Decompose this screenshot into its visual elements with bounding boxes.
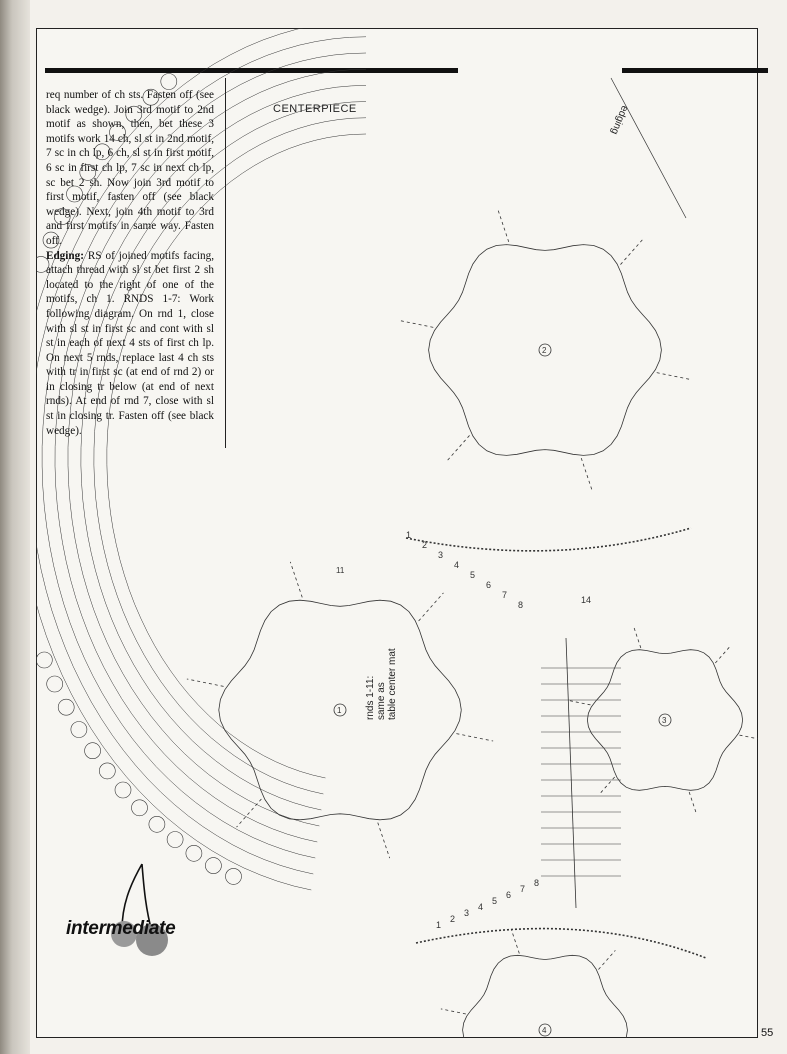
motif-spoke bbox=[441, 1009, 466, 1014]
center-note-line-3: table center mat bbox=[387, 648, 398, 720]
edging-round bbox=[81, 102, 366, 810]
joining-band-bottom bbox=[416, 929, 706, 958]
motif-spoke bbox=[739, 735, 758, 740]
skill-badge-graphic bbox=[100, 860, 180, 960]
edging-label: edging bbox=[608, 103, 630, 136]
round-number-bottom: 8 bbox=[534, 878, 540, 888]
instructions-paragraph: req number of ch sts. Fasten off (see black wedge). Join 3rd motif to 2nd motif as shown, then, bet these 3 motifs work 14 ch, sl st in 2nd motif, 7 sc in ch lp, 6 ch, sl st in first motif, 6 sc in first ch lp, 7 sc in next ch lp, sc bet 2 sh. Now join 3rd motif to first motif, fasten off (see black wedge). Next, join 4th motif to 3rd and first motifs in same way. Fasten off. bbox=[46, 89, 214, 247]
round-number-bottom: 6 bbox=[506, 890, 512, 900]
motif-spoke bbox=[446, 435, 470, 462]
center-note bbox=[365, 648, 398, 720]
motif-spoke bbox=[237, 799, 262, 827]
edging-round bbox=[55, 69, 366, 842]
round-number-top: 1 bbox=[406, 530, 412, 540]
edging-loop bbox=[80, 164, 96, 180]
round-number-top: 6 bbox=[486, 580, 492, 590]
edging-loop bbox=[71, 722, 87, 738]
round-number-bottom: 7 bbox=[520, 884, 526, 894]
motif-spoke bbox=[497, 208, 508, 242]
motif-number: 4 bbox=[542, 1026, 547, 1035]
edging-loop bbox=[110, 124, 126, 140]
round-number-top: 7 bbox=[502, 590, 508, 600]
edging-loop bbox=[36, 652, 52, 668]
motif-spoke bbox=[290, 562, 302, 598]
page-number: 55 bbox=[761, 1027, 774, 1039]
edging-loop bbox=[54, 209, 70, 225]
edging-loop bbox=[58, 699, 74, 715]
edging-instructions: RS of joined motifs facing, attach thread with sl st bet first 2 sh located to the right of one of the motifs, ch 1. RNDS 1-7: Work following diagram. On rnd 1, close with sl st in first sc and cont with sl st in each of next 4 sts of first ch lp. On next 5 rnds, replace last 4 ch sts with tr in first sc (at end of rnd 2) or in closing tr below (at end of next rnds). At end of rnd 7, close with sl st in closing tr. Fasten off (see black wedge). bbox=[46, 249, 214, 437]
edging-round bbox=[36, 28, 366, 890]
edging-loop bbox=[115, 782, 131, 798]
motif-number: 3 bbox=[662, 716, 667, 725]
round-number-top: 8 bbox=[518, 600, 524, 610]
motif-spoke bbox=[598, 950, 615, 969]
edging-loop bbox=[226, 868, 242, 884]
edging-round bbox=[68, 85, 366, 826]
motif-spoke bbox=[581, 458, 592, 492]
joining-column bbox=[566, 638, 576, 908]
outer-count-label: 11 bbox=[336, 566, 345, 575]
round-number-bottom: 3 bbox=[464, 908, 470, 918]
diagram-title: CENTERPIECE bbox=[273, 103, 357, 115]
motif-spoke bbox=[620, 238, 644, 265]
round-number-bottom: 2 bbox=[450, 914, 456, 924]
motif-spoke bbox=[456, 734, 493, 741]
motif-spoke bbox=[599, 777, 615, 795]
motif-spoke bbox=[657, 373, 692, 380]
motif-spoke bbox=[715, 645, 731, 663]
motif-spoke bbox=[398, 320, 433, 327]
motif-number: 2 bbox=[542, 346, 547, 355]
round-number-top: 5 bbox=[470, 570, 476, 580]
round-number-bottom: 1 bbox=[436, 920, 442, 930]
edging-loop bbox=[149, 816, 165, 832]
edging-loop bbox=[47, 676, 63, 692]
round-number-bottom: 4 bbox=[478, 902, 484, 912]
motif-spoke bbox=[633, 625, 641, 648]
edging-loop bbox=[167, 832, 183, 848]
motif-number: 1 bbox=[337, 706, 342, 715]
edging-loop bbox=[94, 144, 110, 160]
motif-spoke bbox=[511, 929, 519, 953]
edging-round bbox=[42, 53, 366, 858]
edging-loop bbox=[205, 858, 221, 874]
edging-loop bbox=[43, 232, 59, 248]
center-note-line-1: rnds 1-11: bbox=[365, 675, 376, 720]
center-note-line-2: same as bbox=[376, 682, 387, 720]
motif-spoke bbox=[419, 593, 444, 621]
edging-loop bbox=[36, 256, 49, 272]
edging-loop bbox=[85, 743, 101, 759]
round-number-bottom: 5 bbox=[492, 896, 498, 906]
edging-loop bbox=[143, 89, 159, 105]
motif-spoke bbox=[689, 792, 697, 815]
edging-loop bbox=[161, 74, 177, 90]
motif-spoke bbox=[187, 679, 224, 686]
round-number-top: 4 bbox=[454, 560, 460, 570]
round-number-top: 3 bbox=[438, 550, 444, 560]
round-number-top: 2 bbox=[422, 540, 428, 550]
edging-loop bbox=[67, 186, 83, 202]
edging-round bbox=[107, 134, 366, 778]
motif-spoke bbox=[378, 823, 390, 859]
book-spine bbox=[0, 0, 30, 1054]
edging-loop bbox=[126, 106, 142, 122]
join-count-label: 14 bbox=[581, 595, 592, 605]
edging-bracket bbox=[608, 78, 686, 218]
motif-spoke bbox=[567, 700, 591, 705]
joining-band-top bbox=[406, 528, 691, 551]
edging-loop bbox=[186, 845, 202, 861]
skill-level-badge: intermediate bbox=[66, 918, 176, 939]
edging-heading: Edging: bbox=[46, 249, 84, 262]
edging-loop bbox=[99, 763, 115, 779]
edging-loop bbox=[132, 800, 148, 816]
